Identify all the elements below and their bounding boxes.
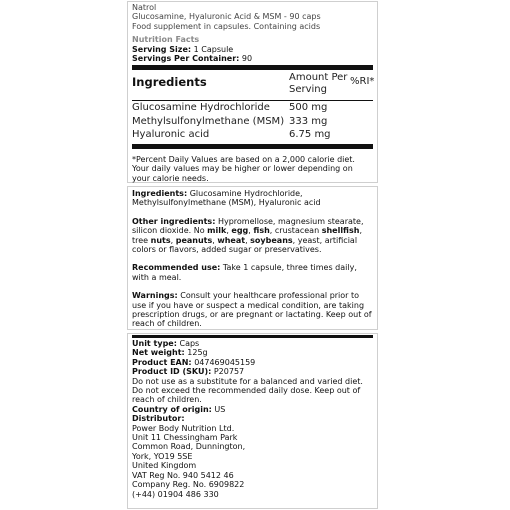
row-name: Methylsulfonylmethane (MSM) xyxy=(132,115,285,127)
ingredients-paragraph xyxy=(132,189,373,208)
recommended-use-paragraph xyxy=(132,263,373,282)
table-row xyxy=(132,115,373,129)
distributor-line: United Kingdom xyxy=(132,461,197,471)
distributor-line: (+44) 01904 486 330 xyxy=(132,489,219,499)
ingredients-column-header: Ingredients xyxy=(132,75,207,90)
ingredients-table-header xyxy=(132,70,373,100)
disclaimer: Do not use as a substitute for a balanced and varied diet. xyxy=(132,376,363,386)
net-weight-label: Net weight: xyxy=(132,348,185,358)
product-sku xyxy=(132,367,373,376)
serving-size-value: 1 Capsule xyxy=(193,44,234,54)
divider-thick xyxy=(132,144,373,149)
amount-column-header: Amount Per Serving xyxy=(289,72,348,96)
product-line: Glucosamine, Hyaluronic Acid & MSM - 90 caps xyxy=(132,12,321,22)
row-amount: 500 mg xyxy=(289,102,328,114)
ean-label: Product EAN: xyxy=(132,357,192,367)
serving-size xyxy=(132,45,373,54)
table-row xyxy=(132,101,373,115)
distributor-line: York, YO19 5SE xyxy=(132,451,193,461)
net-weight xyxy=(132,348,373,357)
allergen: egg xyxy=(231,226,249,236)
unit-type xyxy=(132,339,373,348)
origin-value: US xyxy=(214,404,226,414)
disclaimer: Do not exceed the recommended daily dose. Keep out of reach of children. xyxy=(132,386,361,405)
allergen: milk xyxy=(207,226,227,236)
sku-value: P20757 xyxy=(213,367,245,377)
distributor-label-text: Distributor: xyxy=(132,414,185,424)
servings-per-container xyxy=(132,54,373,63)
divider-thick xyxy=(132,335,373,338)
recommended-use-text: Take 1 capsule, three times daily, with a meal. xyxy=(132,263,357,282)
row-amount: 333 mg xyxy=(289,115,328,127)
brand-name: Natrol xyxy=(132,3,157,12)
other-ingredients-label: Other ingredients: xyxy=(132,216,216,226)
ingredients-label: Ingredients: xyxy=(132,189,188,198)
serving-size-label: Serving Size: xyxy=(132,44,192,54)
product-ean xyxy=(132,358,373,367)
allergen: peanuts xyxy=(175,235,213,245)
daily-values-footnote: *Percent Daily Values are based on a 2,000 calorie diet. Your daily values may be higher or lower depending on your calorie needs. xyxy=(132,154,355,183)
ri-column-header: %RI* xyxy=(350,76,375,88)
distributor-label xyxy=(132,414,373,423)
row-amount: 6.75 mg xyxy=(289,129,331,141)
allergen: soybeans xyxy=(250,235,293,245)
row-name: Hyaluronic acid xyxy=(132,129,210,141)
sku-label: Product ID (SKU): xyxy=(132,367,212,377)
ingredients-text: Glucosamine Hydrochloride, Methylsulfonylmethane (MSM), Hyaluronic acid xyxy=(132,189,321,208)
warnings-paragraph xyxy=(132,291,373,329)
allergen: wheat xyxy=(217,235,246,245)
allergen: shellfish xyxy=(321,226,360,236)
other-text: Hypromellose, magnesium stearate, silicon dioxide. No xyxy=(132,216,364,236)
other-ingredients-paragraph: Other ingredients: Hypromellose, magnesium stearate, silicon dioxide. No milk, egg, fish, crustacean shellfish, tree nuts, peanuts, wheat, soybeans, yeast, artificial colors or flavors, added sugar or preservatives. xyxy=(132,216,364,255)
distributor-line: Common Road, Dunnington, xyxy=(132,442,246,452)
distributor-line: Unit 11 Chessingham Park xyxy=(132,433,238,443)
recommended-use-label: Recommended use: xyxy=(132,263,221,273)
unit-type-label: Unit type: xyxy=(132,339,177,348)
row-name: Glucosamine Hydrochloride xyxy=(132,102,270,114)
other-text: tree xyxy=(132,235,149,245)
other-text: crustacean xyxy=(274,226,320,236)
net-weight-value: 125g xyxy=(187,348,208,358)
servings-per-container-label: Servings Per Container: xyxy=(132,54,240,64)
product-description: Food supplement in capsules. Containing acids xyxy=(132,21,321,31)
ean-value: 047469045159 xyxy=(194,357,256,367)
nutrition-panel xyxy=(127,1,378,183)
origin-label: Country of origin: xyxy=(132,404,212,414)
warnings-text: Consult your healthcare professional prior to use if you have or suspect a medical condition, are taking prescription drugs, or are pregnant or lactating. Keep out of reach of children. xyxy=(132,291,372,329)
product-info-panel xyxy=(127,333,378,509)
ingredients-panel xyxy=(127,186,378,330)
servings-per-container-value: 90 xyxy=(241,54,253,64)
allergen: nuts xyxy=(150,235,171,245)
table-row xyxy=(132,128,373,142)
allergen: fish xyxy=(253,226,270,236)
distributor-line: VAT Reg No. 940 5412 46 xyxy=(132,470,234,480)
unit-type-value: Caps xyxy=(179,339,200,348)
warnings-label: Warnings: xyxy=(132,291,178,301)
other-text: yeast, artificial colors or flavors, added sugar or preservatives. xyxy=(132,235,358,255)
distributor-line: Company Reg. No. 6909822 xyxy=(132,480,245,490)
nutrition-facts-title: Nutrition Facts xyxy=(132,35,200,45)
distributor-line: Power Body Nutrition Ltd. xyxy=(132,423,235,433)
country-of-origin xyxy=(132,405,373,414)
